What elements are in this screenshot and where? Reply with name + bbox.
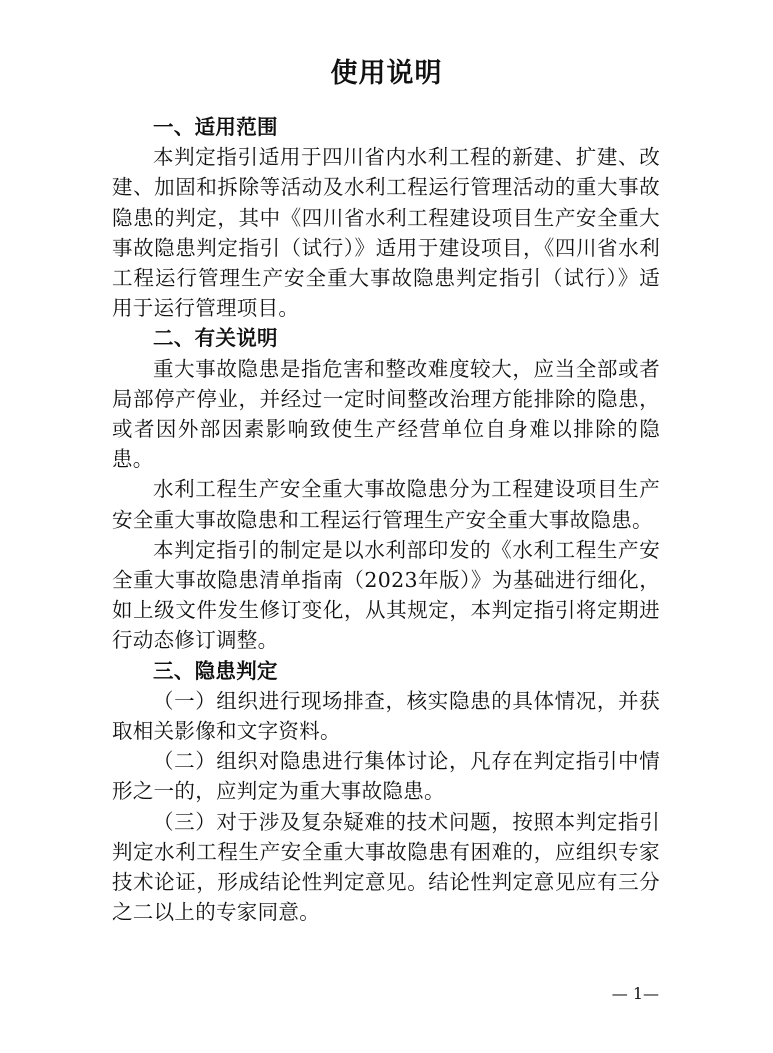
paragraph-judgment-2: （二）组织对隐患进行集体讨论，凡存在判定指引中情形之一的，应判定为重大事故隐患。 [112, 749, 660, 804]
page-number: — 1— [611, 984, 659, 1003]
paragraph-judgment-3: （三）对于涉及复杂疑难的技术问题，按照本判定指引判定水利工程生产安全重大事故隐患有困难的，应组织专家技术论证，形成结论性判定意见。结论性判定意见应有三分之二以上的专家同意。 [112, 809, 660, 925]
paragraph-basis: 本判定指引的制定是以水利部印发的《水利工程生产安全重大事故隐患清单指南（2023年版）》为基础进行细化，如上级文件发生修订变化，从其规定，本判定指引将定期进行动态修订调整。 [112, 537, 660, 653]
document-body [112, 112, 660, 927]
paragraph-classification: 水利工程生产安全重大事故隐患分为工程建设项目生产安全重大事故隐患和工程运行管理生产安全重大事故隐患。 [112, 477, 660, 532]
paragraph-definition: 重大事故隐患是指危害和整改难度较大，应当全部或者局部停产停业，并经过一定时间整改治理方能排除的隐患，或者因外部因素影响致使生产经营单位自身难以排除的隐患。 [112, 356, 660, 472]
section-heading-scope: 一、适用范围 [153, 115, 278, 139]
section-heading-judgment: 三、隐患判定 [153, 658, 278, 683]
page-title: 使用说明 [330, 58, 443, 89]
paragraph-judgment-1: （一）组织进行现场排查，核实隐患的具体情况，并获取相关影像和文字资料。 [112, 688, 660, 744]
paragraph-scope: 本判定指引适用于四川省内水利工程的新建、扩建、改建、加固和拆除等活动及水利工程运行管理活动的重大事故隐患的判定，其中《四川省水利工程建设项目生产安全重大事故隐患判定指引（试行）》适用于建设项目，《四川省水利工程运行管理生产安全重大事故隐患判定指引（试行）》适用于运行管理项目。 [112, 145, 660, 321]
section-heading-notes: 二、有关说明 [153, 326, 278, 351]
